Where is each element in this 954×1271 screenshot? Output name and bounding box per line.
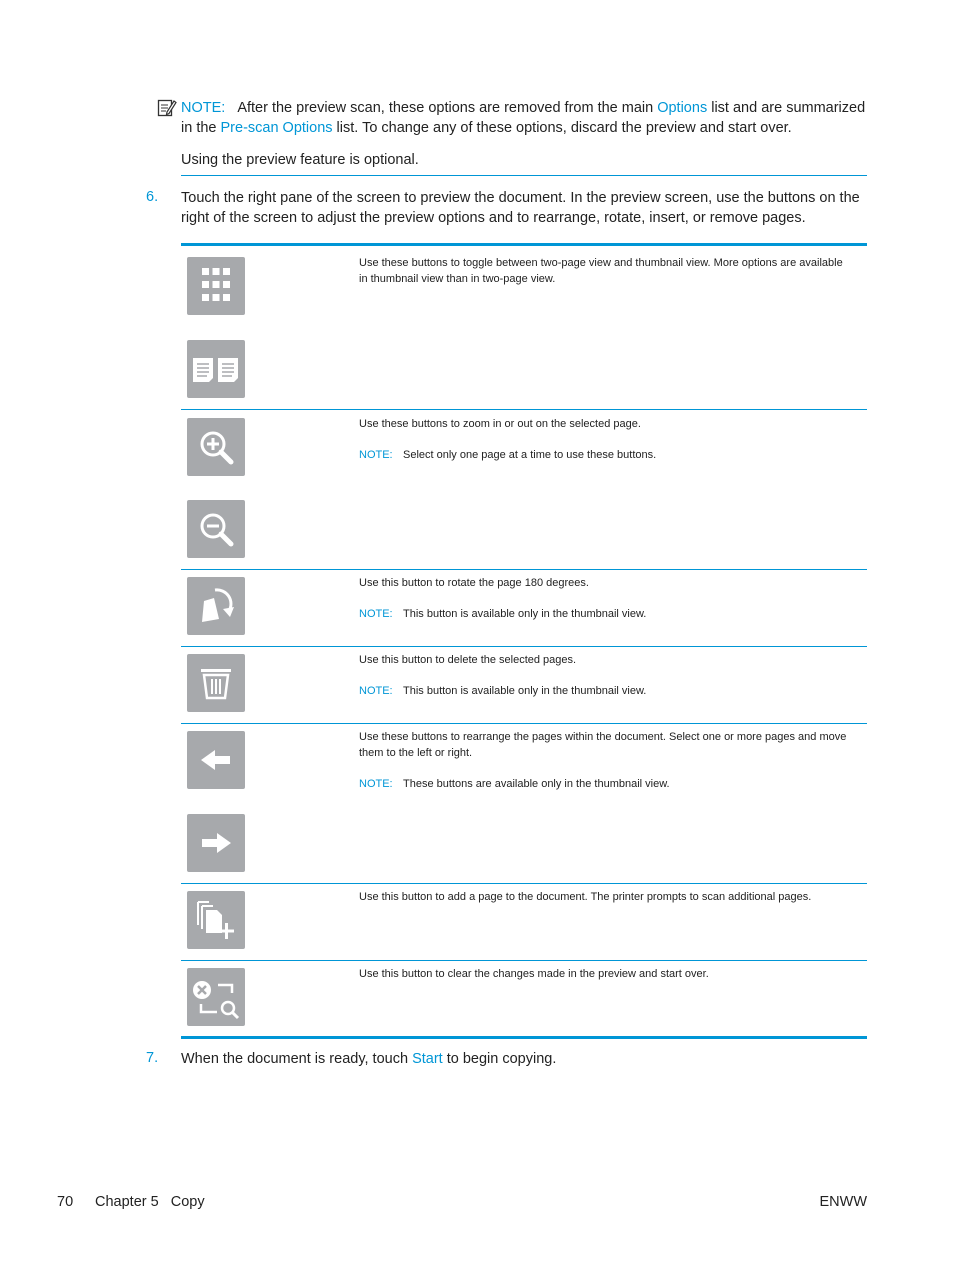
delete-button[interactable] xyxy=(187,654,245,712)
note-text: Select only one page at a time to use these buttons. xyxy=(403,449,657,461)
note-label: NOTE: xyxy=(359,685,393,697)
table-row xyxy=(181,723,867,883)
rotate-icon xyxy=(187,577,245,635)
row-note xyxy=(359,447,849,463)
step-7-text-part: to begin copying. xyxy=(442,1051,557,1067)
note-paragraph: Using the preview feature is optional. xyxy=(181,152,419,168)
row-description xyxy=(359,652,849,699)
note-text: This button is available only in the thumbnail view. xyxy=(403,608,647,620)
row-description xyxy=(359,729,849,792)
two-page-icon xyxy=(187,340,245,398)
move-right-button[interactable] xyxy=(187,814,245,872)
pre-scan-options-link[interactable]: Pre-scan Options xyxy=(220,119,333,136)
note-label: NOTE: xyxy=(359,778,393,790)
chapter-title: Chapter 5 Copy xyxy=(95,1194,205,1210)
row-note xyxy=(359,683,849,699)
thumbnail-view-button[interactable] xyxy=(187,257,245,315)
table-row xyxy=(181,960,867,1036)
zoom-in-button[interactable] xyxy=(187,418,245,476)
table-row xyxy=(181,409,867,569)
row-note xyxy=(359,776,849,792)
note-icon xyxy=(157,98,177,118)
description-text: Use these buttons to rearrange the pages within the document. Select one or more pages and move them to the left or right. xyxy=(359,731,847,759)
description-text: Use this button to rotate the page 180 degrees. xyxy=(359,577,589,589)
two-page-view-button[interactable] xyxy=(187,340,245,398)
note-text-part: list and are summarized in the xyxy=(181,100,866,136)
description-text: Use this button to delete the selected pages. xyxy=(359,654,577,666)
description-text: Use these buttons to toggle between two-page view and thumbnail view. More options are available in thumbnail view than in two-page view. xyxy=(359,257,843,285)
rotate-button[interactable] xyxy=(187,577,245,635)
row-description xyxy=(359,889,849,905)
step-6-number: 6. xyxy=(146,189,159,205)
clear-preview-icon xyxy=(187,968,245,1026)
table-row xyxy=(181,646,867,723)
add-page-icon xyxy=(187,891,245,949)
zoom-out-icon xyxy=(187,500,245,558)
row-note xyxy=(359,606,849,622)
footer-enww: ENWW xyxy=(819,1194,867,1210)
zoom-in-icon xyxy=(187,418,245,476)
description-text: Use this button to clear the changes made in the preview and start over. xyxy=(359,968,709,980)
note-text-part: After the preview scan, these options are removed from the main xyxy=(237,100,658,116)
table-row xyxy=(181,246,867,409)
step-7-text-part: When the document is ready, touch xyxy=(181,1051,413,1067)
note-text: These buttons are available only in the thumbnail view. xyxy=(403,778,670,790)
row-description xyxy=(359,966,849,982)
description-text: Use this button to add a page to the document. The printer prompts to scan additional pages. xyxy=(359,891,812,903)
step-6-text: Touch the right pane of the screen to preview the document. In the preview screen, use the buttons on the right of the screen to adjust the preview options and to rearrange, rotate, insert, or remove pages. xyxy=(181,190,860,226)
preview-buttons-table xyxy=(181,243,867,1039)
note-text-part: list. To change any of these options, discard the preview and start over. xyxy=(332,119,792,136)
page-number: 70 xyxy=(57,1194,74,1210)
note-divider xyxy=(181,175,867,176)
clear-preview-button[interactable] xyxy=(187,968,245,1026)
row-description xyxy=(359,575,849,622)
start-link[interactable]: Start xyxy=(412,1051,443,1067)
add-page-button[interactable] xyxy=(187,891,245,949)
grid-icon xyxy=(187,257,245,315)
arrow-left-icon xyxy=(187,731,245,789)
note-label: NOTE: xyxy=(181,100,226,116)
table-row xyxy=(181,883,867,960)
note-label: NOTE: xyxy=(359,608,393,620)
table-row xyxy=(181,569,867,646)
description-text: Use these buttons to zoom in or out on the selected page. xyxy=(359,418,641,430)
trash-icon xyxy=(187,654,245,712)
note-text: This button is available only in the thumbnail view. xyxy=(403,685,647,697)
zoom-out-button[interactable] xyxy=(187,500,245,558)
options-link[interactable]: Options xyxy=(657,100,708,116)
arrow-right-icon xyxy=(187,814,245,872)
note-label: NOTE: xyxy=(359,449,393,461)
row-description xyxy=(359,255,849,287)
step-7-text xyxy=(181,1049,867,1069)
row-description xyxy=(359,416,849,463)
move-left-button[interactable] xyxy=(187,731,245,789)
note-text xyxy=(181,99,867,138)
step-7-number: 7. xyxy=(146,1050,159,1066)
